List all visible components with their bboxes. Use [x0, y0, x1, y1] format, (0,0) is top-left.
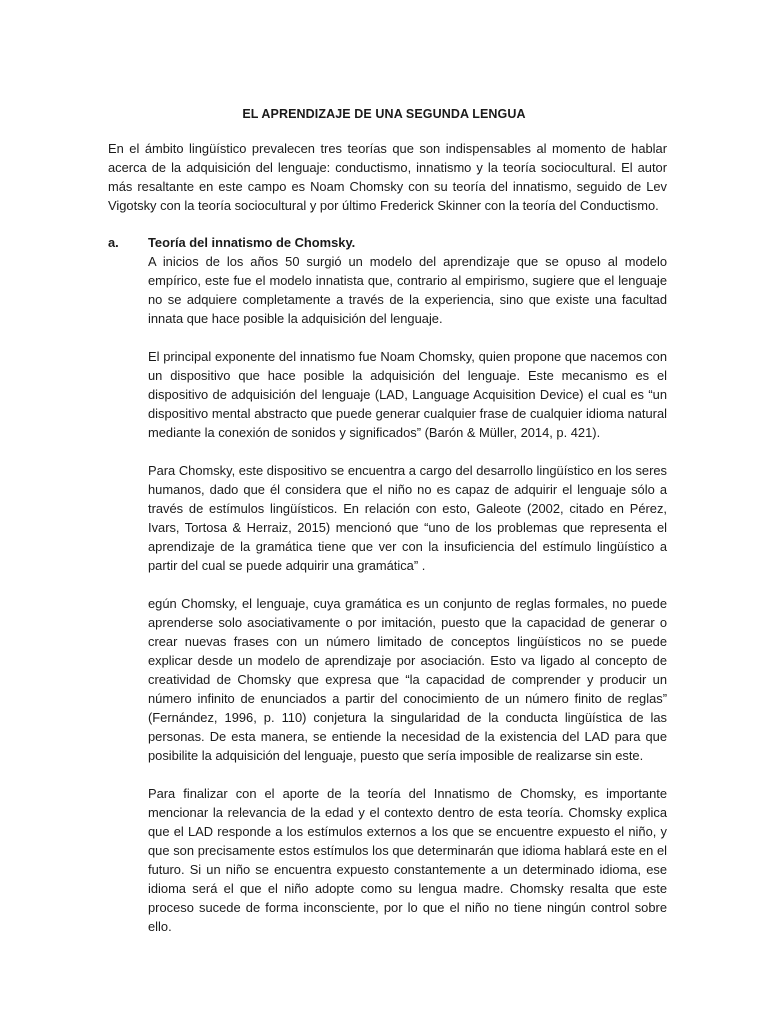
- section-body: [148, 252, 667, 936]
- section-heading-text: Teoría del innatismo de Chomsky.: [148, 235, 356, 250]
- section-paragraph-2: El principal exponente del innatismo fue Noam Chomsky, quien propone que nacemos con un dispositivo que hace posible la adquisición del lenguaje. Este mecanismo es el dispositivo de adquisición del lenguaje (LAD, Language Acquisition Device) el cual es “un dispositivo mental abstracto que puede generar cualquier frase de cualquier idioma natural mediante la conexión de sonidos y significados” (Barón & Müller, 2014, p. 421).: [148, 349, 667, 440]
- section-list-marker: a.: [108, 235, 119, 250]
- section-heading: [108, 233, 667, 252]
- section-innatism: [108, 233, 667, 955]
- document-title: EL APRENDIZAJE DE UNA SEGUNDA LENGUA: [242, 107, 526, 121]
- section-paragraph-1: A inicios de los años 50 surgió un modelo del aprendizaje que se opuso al modelo empírico, este fue el modelo innatista que, contrario al empirismo, sugiere que el lenguaje no se adquiere completamente a través de la experiencia, sino que existe una facultad innata que hace posible la adquisición del lenguaje.: [148, 254, 667, 326]
- section-paragraph-4: egún Chomsky, el lenguaje, cuya gramática es un conjunto de reglas formales, no puede aprenderse solo asociativamente o por imitación, puesto que la capacidad de generar o crear nuevas frases con un número limitado de conceptos lingüísticos no se puede explicar desde un modelo de aprendizaje por asociación. Esto va ligado al concepto de creatividad de Chomsky que expresa que “la capacidad de comprender y producir un número infinito de enunciados a partir del conocimiento de un número finito de reglas” (Fernández, 1996, p. 110) conjetura la singularidad de la conducta lingüística de las personas. De esta manera, se entiende la necesidad de la existencia del LAD para que posibilite la adquisición del lenguaje, puesto que sería imposible de realizarse sin este.: [148, 596, 667, 763]
- intro-paragraph: En el ámbito lingüístico prevalecen tres teorías que son indispensables al momento de hablar acerca de la adquisición del lenguaje: conductismo, innatismo y la teoría sociocultural. El autor más resaltante en este campo es Noam Chomsky con su teoría del innatismo, seguido de Lev Vigotsky con la teoría sociocultural y por último Frederick Skinner con la teoría del Conductismo.: [108, 141, 667, 213]
- section-paragraph-5: Para finalizar con el aporte de la teoría del Innatismo de Chomsky, es importante mencionar la relevancia de la edad y el contexto dentro de esta teoría. Chomsky explica que el LAD responde a los estímulos externos a los que se encuentre expuesto el niño, y que son precisamente estos estímulos los que determinarán que idioma hablará este en el futuro. Si un niño se encuentra expuesto constantemente a un determinado idioma, ese idioma será el que el niño adopte como su lengua madre. Chomsky resalta que este proceso sucede de forma inconsciente, por lo que el niño no tiene ningún control sobre ello.: [148, 786, 667, 934]
- section-paragraph-3: Para Chomsky, este dispositivo se encuentra a cargo del desarrollo lingüístico en los seres humanos, dado que él considera que el niño no es capaz de adquirir el lenguaje sólo a través de estímulos lingüísticos. En relación con esto, Galeote (2002, citado en Pérez, Ivars, Tortosa & Herraiz, 2015) mencionó que “uno de los problemas que representa el aprendizaje de la gramática tiene que ver con la insuficiencia del estímulo lingüístico a partir del cual se puede adquirir una gramática” .: [148, 463, 667, 573]
